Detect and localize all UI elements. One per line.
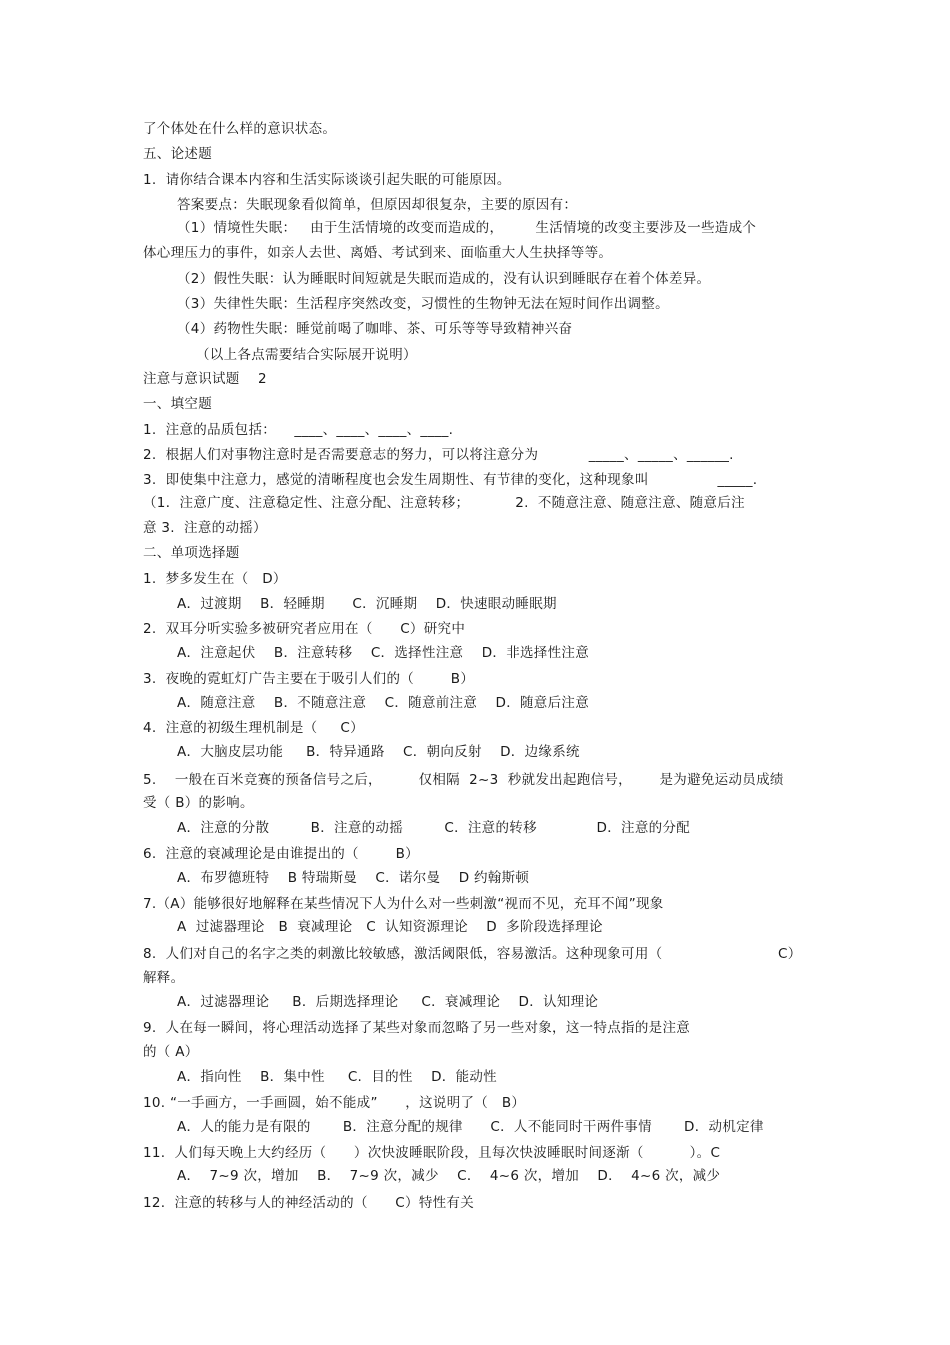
question: 受（ B）的影响。: [143, 795, 254, 811]
answer-line: 意 3. 注意的动摇）: [143, 520, 267, 536]
options: A．注意的分散 B．注意的动摇 C．注意的转移 D．注意的分配: [177, 820, 691, 836]
question: 3. 夜晚的霓虹灯广告主要在于吸引人们的（ B）: [143, 671, 475, 687]
answer-line: （1．注意广度、注意稳定性、注意分配、注意转移； 2. 不随意注意、随意注意、随意后注: [143, 495, 745, 511]
question: 4. 注意的初级生理机制是（ C）: [143, 720, 364, 736]
test-title: 注意与意识试题 2: [143, 371, 267, 387]
answer-line: （3）失律性失眠：生活程序突然改变，习惯性的生物钟无法在短时间作出调整。: [177, 296, 669, 312]
question: 11. 人们每天晚上大约经历（ ）次快波睡眠阶段，且每次快波睡眠时间逐渐（ ）。C: [143, 1145, 721, 1161]
options: A．过渡期 B．轻睡期 C．沉睡期 D．快速眼动睡眠期: [177, 596, 557, 612]
answer-line: 答案要点：失眠现象看似简单，但原因却很复杂，主要的原因有：: [177, 197, 578, 213]
section-heading: 五、论述题: [143, 146, 212, 162]
question: 解释。: [143, 970, 185, 986]
question: 的（ A）: [143, 1044, 199, 1060]
question: 7.（A）能够很好地解释在某些情况下人为什么对一些刺激“视而不见，充耳不闻”现象: [143, 896, 664, 912]
options: A．人的能力是有限的 B．注意分配的规律 C．人不能同时干两件事情 D．动机定律: [177, 1119, 764, 1135]
answer-note: （以上各点需要结合实际展开说明）: [196, 347, 417, 363]
section-heading: 二、单项选择题: [143, 545, 240, 561]
answer-letter: C）: [778, 946, 802, 962]
question: 3. 即使集中注意力，感觉的清晰程度也会发生周期性、有节律的变化，这种现象叫 _____.: [143, 472, 758, 488]
answer-line: 体心理压力的事件，如亲人去世、离婚、考试到来、面临重大人生抉择等等。: [143, 245, 613, 261]
question: 5. 一般在百米竞赛的预备信号之后， 仅相隔 2~3 秒就发出起跑信号， 是为避免运动员成绩: [143, 772, 784, 788]
question: 1. 注意的品质包括： ____、____、____、____.: [143, 422, 454, 438]
question: 12. 注意的转移与人的神经活动的（ C）特性有关: [143, 1195, 475, 1211]
options: A．注意起伏 B．注意转移 C．选择性注意 D．非选择性注意: [177, 645, 590, 661]
question: 2. 双耳分听实验多被研究者应用在（ C）研究中: [143, 621, 466, 637]
options: A 过滤器理论 B 衰减理论 C 认知资源理论 D 多阶段选择理论: [177, 919, 603, 935]
options: A．指向性 B．集中性 C. 目的性 D．能动性: [177, 1069, 497, 1085]
answer-line: （2）假性失眠：认为睡眠时间短就是失眠而造成的，没有认识到睡眠存在着个体差异。: [177, 271, 711, 287]
answer-line: （1）情境性失眠： 由于生活情境的改变而造成的， 生活情境的改变主要涉及一些造成个: [177, 220, 757, 236]
options: A．过滤器理论 B．后期选择理论 C．衰减理论 D．认知理论: [177, 994, 599, 1010]
question: 8. 人们对自己的名字之类的刺激比较敏感，激活阈限低，容易激活。这种现象可用（: [143, 946, 663, 962]
options: A．布罗德班特 B 特瑞斯曼 C．诺尔曼 D 约翰斯顿: [177, 870, 530, 886]
question: 1. 请你结合课本内容和生活实际谈谈引起失眠的可能原因。: [143, 172, 511, 188]
question: 10. “一手画方，一手画圆，始不能成” ，这说明了（ B）: [143, 1095, 526, 1111]
question: 1. 梦多发生在（ D）: [143, 571, 287, 587]
question: 6. 注意的衰减理论是由谁提出的（ B）: [143, 846, 419, 862]
text-line: 了个体处在什么样的意识状态。: [143, 121, 337, 137]
options: A．随意注意 B．不随意注意 C．随意前注意 D．随意后注意: [177, 695, 590, 711]
answer-line: （4）药物性失眠：睡觉前喝了咖啡、茶、可乐等等导致精神兴奋: [177, 321, 573, 337]
question: 2. 根据人们对事物注意时是否需要意志的努力，可以将注意分为 _____、_____、______.: [143, 447, 734, 463]
options: A．大脑皮层功能 B．特异通路 C．朝向反射 D．边缘系统: [177, 744, 580, 760]
options: A． 7~9 次，增加 B． 7~9 次，减少 C． 4~6 次，增加 D． 4~6 次，减少: [177, 1168, 721, 1184]
section-heading: 一、填空题: [143, 396, 212, 412]
question: 9. 人在每一瞬间，将心理活动选择了某些对象而忽略了另一些对象，这一特点指的是注意: [143, 1020, 691, 1036]
